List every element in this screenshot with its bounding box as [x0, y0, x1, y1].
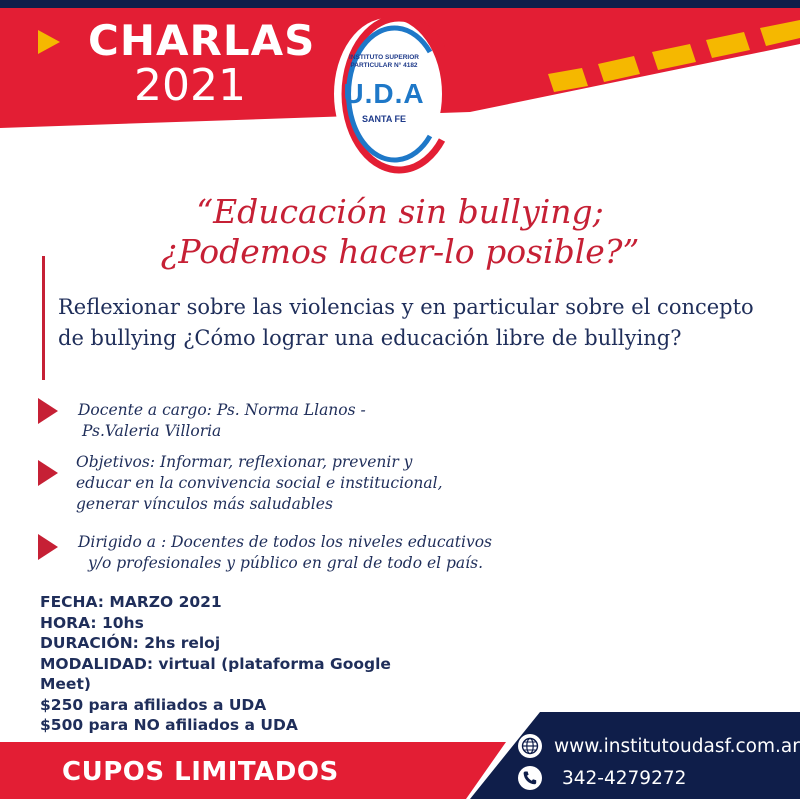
logo-uda-text: U.D.A — [343, 78, 425, 109]
event-details — [40, 592, 470, 736]
title-year: 2021 — [134, 60, 246, 111]
detail-duracion: DURACIÓN: 2hs reloj — [40, 634, 221, 652]
header-arrow-icon — [38, 30, 60, 54]
uda-logo — [330, 8, 458, 176]
bullet-line: generar vínculos más saludables — [76, 495, 333, 513]
cupos-limitados: CUPOS LIMITADOS — [62, 757, 339, 787]
intro-line1: Reflexionar sobre las violencias y en particular sobre el concepto — [58, 295, 754, 319]
bullet-triangle-icon — [38, 460, 58, 486]
phone-number[interactable]: 342-4279272 — [562, 767, 687, 789]
bullet-triangle-icon — [38, 398, 58, 424]
logo-line2: PARTICULAR N° 4182 — [350, 62, 418, 69]
logo-institute-text — [330, 54, 438, 70]
detail-fecha: FECHA: MARZO 2021 — [40, 593, 222, 611]
phone-row[interactable] — [518, 766, 686, 790]
bullet-docente — [78, 400, 366, 442]
bullet-line: Objetivos: Informar, reflexionar, prevenir y — [76, 453, 413, 471]
detail-price-afiliados: $250 para afiliados a UDA — [40, 695, 267, 714]
bullet-line: y/o profesionales y público en gral de todo el país. — [88, 554, 484, 572]
bullet-triangle-icon — [38, 534, 58, 560]
phone-icon — [518, 766, 542, 790]
website-link[interactable]: www.institutoudasf.com.ar — [554, 735, 800, 757]
accent-bar — [42, 256, 45, 380]
website-row[interactable] — [518, 734, 800, 758]
quote-line2: ¿Podemos hacer-lo posible?” — [160, 232, 640, 271]
bullet-objetivos — [76, 452, 443, 515]
bullet-line: Ps.Valeria Villoria — [82, 422, 222, 440]
detail-modalidad: MODALIDAD: virtual (plataforma Google — [40, 654, 391, 673]
globe-icon — [518, 734, 542, 758]
title-charlas: CHARLAS — [88, 16, 316, 65]
bullet-line: Docente a cargo: Ps. Norma Llanos - — [78, 401, 366, 419]
headline-quote — [150, 192, 650, 272]
quote-line1: “Educación sin bullying; — [196, 192, 604, 231]
logo-city-text: SANTA FE — [362, 114, 406, 124]
intro-paragraph — [58, 292, 778, 354]
bullet-line: educar en la convivencia social e institucional, — [76, 474, 443, 492]
bullet-line: Dirigido a : Docentes de todos los niveles educativos — [78, 533, 493, 551]
bullet-dirigido — [78, 532, 492, 574]
logo-line1: INSTITUTO SUPERIOR — [349, 54, 419, 61]
intro-line2: de bullying ¿Cómo lograr una educación libre de bullying? — [58, 326, 682, 350]
detail-hora: HORA: 10hs — [40, 613, 144, 632]
top-navy-band — [0, 0, 800, 8]
detail-modalidad-cont: Meet) — [40, 675, 91, 693]
detail-price-no-afiliados: $500 para NO afiliados a UDA — [40, 716, 298, 734]
